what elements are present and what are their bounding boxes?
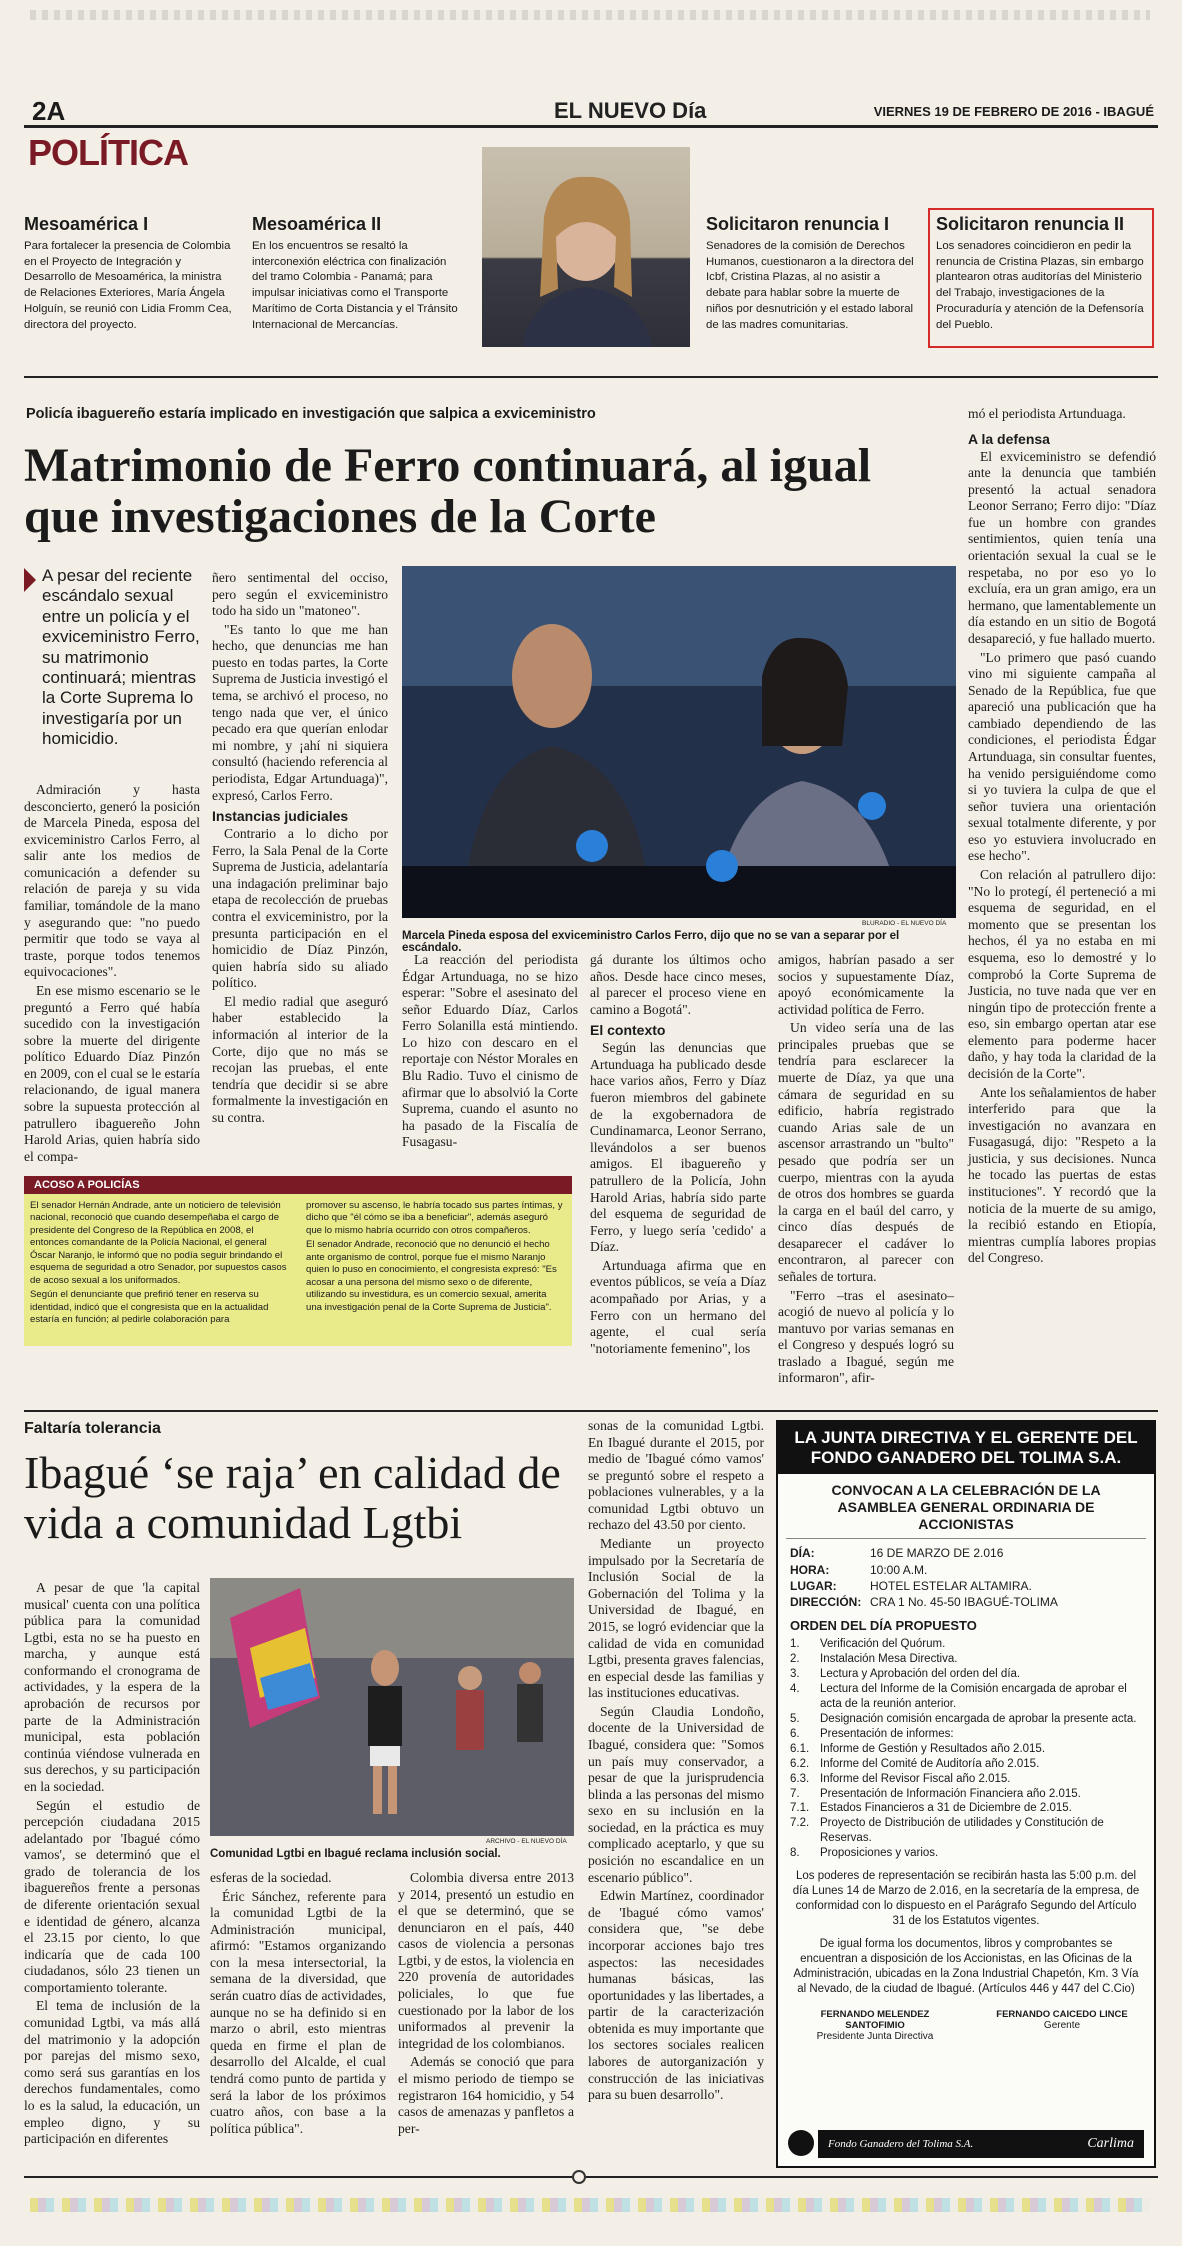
story1-col5 <box>778 952 954 1389</box>
ad-paragraph: De igual forma los documentos, libros y comprobantes se encuentran a disposición de los Accionistas, en las Oficinas de la Administración, ubicadas en la Zona Industrial Chapetón, Km. 3 Vía al Nevado, de la ciudad de Ibagué. (Artículos 446 y 447 del C.Cio) <box>793 1937 1139 1995</box>
detail-value: 16 DE MARZO DE 2.016 <box>870 1546 1004 1561</box>
agenda-text: Lectura y Aprobación del orden del día. <box>820 1668 1021 1681</box>
paragraph: El tema de inclusión de la comunidad Lgtbi, va más allá del matrimonio y la adopción por parejas del mismo sexo, como será sus garantías en los derechos fundamentales, como lo es la salud, la educación, un empleo digno, y su participación en diferentes <box>24 1998 200 2147</box>
agenda-number: 6.1. <box>790 1742 810 1755</box>
paragraph: La reacción del periodista Édgar Artunduaga, no se hizo esperar: "Sobre el asesinato del señor Eduardo Díaz, Carlos Ferro Solanilla está mintiendo. Lo hizo con descaro en el reportaje con Néstor Morales en Blu Radio. Tuvo el cinismo de afirmar que lo absolvió la Corte Suprema, cuando el asunto no ha pasado de la Fiscalía de Fusagasu- <box>402 952 578 1150</box>
registration-mark-icon <box>572 2170 586 2184</box>
section-title: POLÍTICA <box>28 132 188 173</box>
sidebar-paragraph: promover su ascenso, le habría tocado sus partes íntimas, y dicho que "él cómo se iba a beneficiar", además aseguró que lo mismo habría ocurrido con otros compañeros. <box>306 1200 563 1236</box>
agenda-item <box>790 1712 1142 1727</box>
agenda-number: 6.3. <box>790 1772 810 1785</box>
paragraph: Edwin Martínez, coordinador de 'Ibagué cómo vamos' considera que, "se debe incorporar acciones bajo tres aspectos: las necesidades humanas básicas, las oportunidades y las libertades, a partir de la caracterización obtenida es muy importante que los sectores sociales realicen labores de autorganización y construcción de las iniciativas para su buen desarrollo". <box>588 1888 764 2103</box>
page-number: 2A <box>32 96 66 126</box>
paragraph: Contrario a lo dicho por Ferro, la Sala Penal de la Corte Suprema de Justicia, adelantaría una indagación preliminar bajo etapa de recolección de pruebas contra el exviceministro, por la presunta participación en el homicidio de Díaz Pinzón, quien habría sido su aliado político. <box>212 826 388 991</box>
newspaper-logo: EL NUEVO Día <box>554 98 707 123</box>
agenda-text: Informe de Gestión y Resultados año 2.015. <box>820 1742 1046 1755</box>
sidebar-paragraph: El senador Hernán Andrade, ante un noticiero de televisión nacional, reconoció que cuando desempeñaba el cargo de presidente del Congreso de la República en 2008, el entonces comandante de la Policía Nacional, el general Óscar Naranjo, le informó que no podía seguir brindando el esquema de seguridad a otro Senador, por supuestos casos de acoso sexual a los uniformados. <box>30 1200 287 1286</box>
signer-role: Presidente Junta Directiva <box>816 2030 934 2042</box>
story1-caption: Marcela Pineda esposa del exviceministro Carlos Ferro, dijo que no se van a separar por el escándalo. <box>402 930 900 954</box>
detail-value: HOTEL ESTELAR ALTAMIRA. <box>870 1578 1032 1593</box>
divider <box>24 1410 1158 1412</box>
sidebar-paragraph: El senador Andrade, reconoció que no denunció el hecho ante organismo de control, porque fue el mismo Naranjo quien lo puso en conocimiento, el congresista expresó: "Es acosar a una persona del mismo sexo o de diferente, utilizando su investidura, es un comercio sexual, amerita una investigación penal de la Corte Suprema de Justicia". <box>306 1239 557 1313</box>
story1-headline: Matrimonio de Ferro continuará, al igual que investigaciones de la Corte <box>24 439 872 544</box>
signer-name: FERNANDO CAICEDO LINCE <box>996 2008 1128 2020</box>
story2-caption: Comunidad Lgtbi en Ibagué reclama inclusión social. <box>210 1848 501 1860</box>
agenda-number: 6. <box>790 1727 800 1740</box>
detail-label: DÍA: <box>790 1546 815 1561</box>
paragraph: Un video sería una de las principales pruebas que se tendría para esclarecer la muerte de Díaz, ya que una cámara de seguridad en su edificio, habría registrado cuando Arias sale de un ascensor arrastrando un "bulto" pesado que podría ser un cuerpo, mientras con la ayuda de otros dos hombres se guarda la carga en el baúl del carro, y cinco días después de desaparecer el cadáver lo encontraron, al parecer con señales de tortura. <box>778 1020 954 1284</box>
divider <box>24 2176 1158 2178</box>
brief-title: Mesoamérica II <box>252 214 382 234</box>
signer-role: Gerente <box>1043 2019 1081 2031</box>
paragraph: ñero sentimental del occiso, pero según el exviceministro todo ha sido un "matoneo". <box>212 570 388 619</box>
story1-col2 <box>212 570 388 1129</box>
signature-block <box>982 2009 1142 2042</box>
paragraph: El exviceministro se defendió ante la denuncia que también presentó la actual senadora Leonor Serrano; Ferro dijo: "Díaz fue un hombre con grandes sentimientos, quien tenía una orientación sexual la cual se le respetaba, no por eso yo lo excluía, era un gran amigo, era un hermano, que lamentablemente un día estando en un sitio de Bogotá desapareció, y fue hallado muerto. <box>968 448 1156 646</box>
agenda-number: 3. <box>790 1668 800 1681</box>
story1-col3 <box>402 952 578 1153</box>
agenda-text: Estados Financieros a 31 de Diciembre de 2.015. <box>820 1802 1072 1815</box>
brief-mesoamerica-1 <box>24 214 234 333</box>
ad-agenda-title: ORDEN DEL DÍA PROPUESTO <box>790 1618 977 1634</box>
story2-col2 <box>210 1870 386 2139</box>
paragraph: "Es tanto lo que me han hecho, que denuncias me han puesto en todas partes, la Corte Suprema de Justicia investigó el tema, se archivó el proceso, no tengo nada que ver, el único pecado era que querían enlodar mi nombre, y ¡ahí ni siquiera consultó (haciendo referencia al periodista, Edgar Artunduaga)", expresó, Carlos Ferro. <box>212 621 388 803</box>
sidebar-paragraph: Según el denunciante que prefirió tener en reserva su identidad, indicó que el congresista que en la actualidad estaría en función; al pedirle colaboración para <box>30 1289 269 1326</box>
sidebar-col-a <box>30 1200 292 1327</box>
paragraph: Artunduaga afirma que en eventos públicos, se veía a Díaz acompañado por Arias, y a Ferro con un hermano del agente, el cual sería "notoriamente femenino", los <box>590 1257 766 1356</box>
brief-title: Solicitaron renuncia I <box>706 214 890 234</box>
agenda-number: 7. <box>790 1787 800 1800</box>
signer-name: FERNANDO MELENDEZ SANTOFIMIO <box>820 2008 930 2031</box>
agenda-item <box>790 1727 1142 1742</box>
paragraph: "Lo primero que pasó cuando vino mi siguiente campaña al Senado de la República, fue que apareció una publicación que ha cambiado dependiendo de las condiciones, el periodista Édgar Artunduaga, sin consultar fuentes, ha venido persiguiéndome como si yo tuviera la culpa de que el señor tuviera una orientación sexual totalmente diferente, y por eso yo estuviera involucrado en ese hecho". <box>968 649 1156 864</box>
paragraph: Mediante un proyecto impulsado por la Secretaría de Inclusión Social de la Gobernación del Tolima y la Universidad de Ibagué, en 2015, se logró evidenciar que la calidad de vida en comunidad Lgtbi, presenta graves falencias, en especial desde las familias y las instituciones educativas. <box>588 1536 764 1701</box>
agenda-text: Informe del Comité de Auditoría año 2.015. <box>820 1757 1040 1770</box>
story2-photo <box>210 1578 574 1836</box>
brief-text: Los senadores coincidieron en pedir la renuncia de Cristina Plazas, sin embargo plantearon otras auditorías del Ministerio del Trabajo, investigaciones de la Procuraduría y atención de la Defensoría del Pueblo. <box>936 240 1144 331</box>
ad-signatures <box>778 2001 1154 2042</box>
divider <box>24 376 1158 378</box>
brief-text: En los encuentros se resaltó la interconexión eléctrica con finalización del tramo Colombia - Panamá; para impulsar iniciativas como el Transporte Marítimo de Corta Distancia y el Tránsito Internacional de Mercancías. <box>252 240 458 331</box>
agenda-item <box>790 1742 1142 1757</box>
issue-date: VIERNES 19 DE FEBRERO DE 2016 - IBAGUÉ <box>873 104 1154 119</box>
agenda-text: Proposiciones y varios. <box>820 1847 939 1860</box>
paragraph: En ese mismo escenario se le preguntó a Ferro qué había sucedido con la investigación sobre la muerte del dirigente político Eduardo Díaz Pinzón en 2009, con el cual se le estaría relacionando, de igual manera sobre la supuesta protección al patrullero ibaguereño John Harold Arias, quien habría sido el compa- <box>24 982 200 1164</box>
sidebar-box <box>24 1176 572 1346</box>
paragraph: Según las denuncias que Artunduaga ha publicado desde hace varios años, Ferro y Díaz fueron miembros del gabinete de la exgobernadora de Cundinamarca, Leonor Serrano, llevándolos a ser buenos amigos. El ibaguereño y patrullero de la Policía, John Harold Arias, habría sido parte del esquema de seguridad de Ferro, y luego sería 'cedido' a Díaz. <box>590 1040 766 1255</box>
paragraph: gá durante los últimos ocho años. Desde hace cinco meses, al parecer el proceso viene en camino a Bogotá". <box>590 952 766 1017</box>
paragraph: esferas de la sociedad. <box>210 1870 332 1885</box>
paragraph: "Ferro –tras el asesinato– acogió de nuevo al policía y lo mantuvo por varias semanas en el Congreso y después logró su traslado a Ibagué, según me informaron", afir- <box>778 1287 954 1386</box>
ad-banner: LA JUNTA DIRECTIVA Y EL GERENTE DEL FONDO GANADERO DEL TOLIMA S.A. <box>778 1422 1154 1474</box>
deck-text: A pesar del reciente escándalo sexual entre un policía y el exviceministro Ferro, su matrimonio continuará; mientras la Corte Suprema lo investigaría por un homicidio. <box>42 566 200 749</box>
agenda-text: Proyecto de Distribución de utilidades y Constitución de Reservas. <box>820 1817 1104 1845</box>
sidebar-title: ACOSO A POLICÍAS <box>24 1176 572 1194</box>
agenda-number: 8. <box>790 1847 800 1860</box>
deck-marker-icon <box>24 568 36 592</box>
story2-photo-credit: ARCHIVO - EL NUEVO DÍA <box>486 1838 567 1845</box>
agenda-item <box>790 1801 1142 1816</box>
paragraph: Éric Sánchez, referente para la comunidad Lgtbi de la Administración municipal, afirmó: "Estamos organizando con la mesa intersectorial, la semana de la diversidad, que serán cuatro días de actividades, aunque no se ha definido si en marzo o abril, esto mientras queda en firme el plan de desarrollo del Alcalde, el cual tendrá como punto de partida y será la labor de los próximos cuatro años, con base a la política pública". <box>210 1888 386 2136</box>
agenda-text: Informe del Revisor Fiscal año 2.015. <box>820 1772 1011 1785</box>
agenda-text: Verificación del Quórum. <box>820 1638 946 1651</box>
ad-footer-right: Carlima <box>1087 2136 1134 2151</box>
sidebar-col-b <box>306 1200 564 1314</box>
agenda-item <box>790 1846 1142 1861</box>
detail-label: DIRECCIÓN: <box>790 1594 862 1609</box>
agenda-item <box>790 1637 1142 1652</box>
paragraph: Con relación al patrullero dijo: "No lo protegí, él perteneció a mi esquema de seguridad, en el momento que se presentan los hechos, él ya no estaba en mi esquema, eso lo demostré y lo comprobó la Corte Suprema de Justicia, no tuve nada que ver en ningún tipo de protección frente a eso, sin embargo opertan atar ese elemento para poderme hacer daño, y hay toda la claridad de la decisión de la Corte". <box>968 867 1156 1081</box>
agenda-item <box>790 1816 1142 1846</box>
ad-details <box>778 1539 1154 1610</box>
agenda-number: 4. <box>790 1682 800 1695</box>
paragraph: mó el periodista Artunduaga. <box>968 406 1126 421</box>
paragraph: Admiración y hasta desconcierto, generó la posición de Marcela Pineda, esposa del exviceministro Carlos Ferro, al salir ante los medios de comunicación a defender su relación de pareja y su vida familiar, tomándole de la mano y asegurando que: "no puedo permitir que todo se vaya al traste, porque todos tenemos equivocaciones". <box>24 782 200 980</box>
paragraph: Según el estudio de percepción ciudadana 2015 adelantado por 'Ibagué cómo vamos', se determinó que el grado de tolerancia de los ibaguereños frente a personas de diferente orientación sexual e identidad de género, alcanza el 23.15 por ciento, lo que indicaría que de cada 100 ciudadanos, sólo 23 tienen un comportamiento tolerante. <box>24 1797 200 1995</box>
brief-title: Mesoamérica I <box>24 214 149 234</box>
agenda-number: 7.2. <box>790 1817 810 1830</box>
ad-detail-row <box>790 1594 1142 1610</box>
agenda-item <box>790 1667 1142 1682</box>
agenda-item <box>790 1682 1142 1712</box>
agenda-text: Instalación Mesa Directiva. <box>820 1653 958 1666</box>
agenda-number: 5. <box>790 1712 800 1725</box>
signature-block <box>790 2009 960 2042</box>
page-header <box>24 96 1158 128</box>
paragraph: sonas de la comunidad Lgtbi. En Ibagué durante el 2015, por medio de 'Ibagué cómo vamos' se preguntó sobre el respeto a poblaciones vulnerables, y a la comunidad Lgtbi obtuvo un rechazo del 43.50 por ciento. <box>588 1418 764 1533</box>
print-registration-strip-top <box>30 10 1150 20</box>
ad-convoca: CONVOCAN A LA CELEBRACIÓN DE LA ASAMBLEA GENERAL ORDINARIA DE ACCIONISTAS <box>786 1474 1146 1539</box>
paragraph: Colombia diversa entre 2013 y 2014, presentó un estudio en el que se determinó, que se denunciaron en el país, 440 casos de violencia a personas Lgtbi, y de estos, la violencia en 220 provenía de autoridades policiales, lo que fue cuestionado por la labor de los uniformados al prevenir la integridad de los colombianos. <box>398 1870 574 2051</box>
paragraph: El medio radial que aseguró haber establecido la información al interior de la Corte, dijo que no más se recojan las pruebas, el ente tendría que decidir si se abre formalmente la investigación en su contra. <box>212 993 388 1125</box>
ad-agenda <box>778 1637 1154 1861</box>
radio-studio-image <box>402 566 956 918</box>
woman-portrait-image <box>482 147 690 347</box>
detail-value: CRA 1 No. 45-50 IBAGUÉ-TOLIMA <box>870 1594 1058 1609</box>
brief-title: Solicitaron renuncia II <box>936 214 1125 234</box>
paragraph: Además se conoció que para el mismo periodo de tiempo se registraron 164 homicidio, y 54 casos de amenazas y panfletos a per- <box>398 2054 574 2136</box>
ad-detail-row <box>790 1578 1142 1594</box>
subhead: El contexto <box>590 1022 666 1039</box>
brief-text: Senadores de la comisión de Derechos Humanos, cuestionaron a la directora del Icbf, Cristina Plazas, al no asistir a debate para hablar sobre la muerte de niños por desnutrición y el estado laboral de las madres comunitarias. <box>706 240 914 331</box>
story1-col4 <box>590 952 766 1359</box>
story1-photo <box>402 566 956 918</box>
ad-footer <box>818 2130 1144 2158</box>
story2-col4 <box>588 1418 764 2106</box>
agenda-number: 6.2. <box>790 1757 810 1770</box>
detail-label: HORA: <box>790 1562 830 1577</box>
detail-label: LUGAR: <box>790 1578 837 1593</box>
ad-footer-left: Fondo Ganadero del Tolima S.A. <box>828 2138 974 2150</box>
agenda-number: 7.1. <box>790 1802 810 1815</box>
paragraph: amigos, habrían pasado a ser socios y supuestamente Díaz, apoyó económicamente la actividad política de Ferro. <box>778 952 954 1017</box>
ad-detail-row <box>790 1562 1142 1578</box>
agenda-item <box>790 1757 1142 1772</box>
story1-kicker: Policía ibaguereño estaría implicado en investigación que salpica a exviceministro <box>26 406 596 422</box>
story1-col1 <box>24 782 200 1167</box>
ad-detail-row <box>790 1545 1142 1561</box>
subhead: Instancias judiciales <box>212 808 349 825</box>
story2-headline: Ibagué ‘se raja’ en calidad de vida a comunidad Lgtbi <box>24 1447 561 1548</box>
parade-image <box>210 1578 574 1836</box>
agenda-item <box>790 1787 1142 1802</box>
agenda-item <box>790 1772 1142 1787</box>
brief-text: Para fortalecer la presencia de Colombia en el Proyecto de Integración y Desarrollo de Mesoamérica, la ministra de Relaciones Exteriores, María Ángela Holguín, se reunió con Lidia Fromm Cea, directora del proyecto. <box>24 240 232 331</box>
brief-photo <box>482 147 690 347</box>
agenda-text: Presentación de Información Financiera año 2.015. <box>820 1787 1081 1800</box>
subhead: A la defensa <box>968 430 1050 447</box>
agenda-text: Lectura del Informe de la Comisión encargada de aprobar el acta de la reunión anterior. <box>820 1682 1127 1710</box>
paragraph: Ante los señalamientos de haber interferido para que la investigación no avanzara en Fusagasugá, dijo: "Respeto a la justicia, y sus decisiones. Nunca he tocado las puertas de estas instituciones". Y recordó que la noticia de la muerte de su amigo, la recibió estando en Etiopía, mientras cumplía labores propias del Congreso. <box>968 1084 1156 1266</box>
story2-kicker: Faltaría tolerancia <box>24 1420 161 1437</box>
print-registration-strip-bottom <box>30 2198 1150 2212</box>
story1-photo-credit: BLURADIO - EL NUEVO DÍA <box>862 920 947 927</box>
story1-col6 <box>968 406 1156 1269</box>
agenda-text: Designación comisión encargada de aprobar la presente acta. <box>820 1712 1137 1725</box>
shareholders-notice-ad <box>776 1420 1156 2168</box>
agenda-number: 1. <box>790 1638 800 1651</box>
ad-paragraph: Los poderes de representación se recibirán hasta las 5:00 p.m. del día Lunes 14 de Marzo de 2.016, en la secretaría de la empresa, de conformidad con lo dispuesto en el Parágrafo Segundo del Artículo 31 de los Estatutos vigentes. <box>792 1870 1140 1928</box>
brief-renuncia-2 <box>928 208 1154 348</box>
agenda-text: Presentación de informes: <box>820 1727 954 1740</box>
story2-col3 <box>398 1870 574 2139</box>
paragraph: Según Claudia Londoño, docente de la Universidad de Ibagué, considera que: "Somos un país muy conservador, a pesar de que la jurisprudencia blinda a las personas del mismo sexo en su inclusión en la sociedad, en la práctica es muy complicado aceptarlo, y que su posición no escandalice en un escenario público". <box>588 1703 764 1885</box>
brief-mesoamerica-2 <box>252 214 462 333</box>
agenda-number: 2. <box>790 1653 800 1666</box>
story1-deck <box>24 566 200 750</box>
detail-value: 10:00 A.M. <box>870 1562 928 1577</box>
brief-renuncia-1 <box>706 214 918 333</box>
story2-col1 <box>24 1580 200 2150</box>
cattle-logo-icon <box>788 2130 814 2156</box>
agenda-item <box>790 1652 1142 1667</box>
paragraph: A pesar de que 'la capital musical' cuenta con una política pública para la comunidad Lgtbi, esta no se ha puesto en marcha, y aunque está conformando el cronograma de actividades, y la espera de la aprobación de recursos por parte de la Administración municipal, esta población continúa viéndose vulnerada en sus derechos, y su participación en la sociedad. <box>24 1580 200 1794</box>
